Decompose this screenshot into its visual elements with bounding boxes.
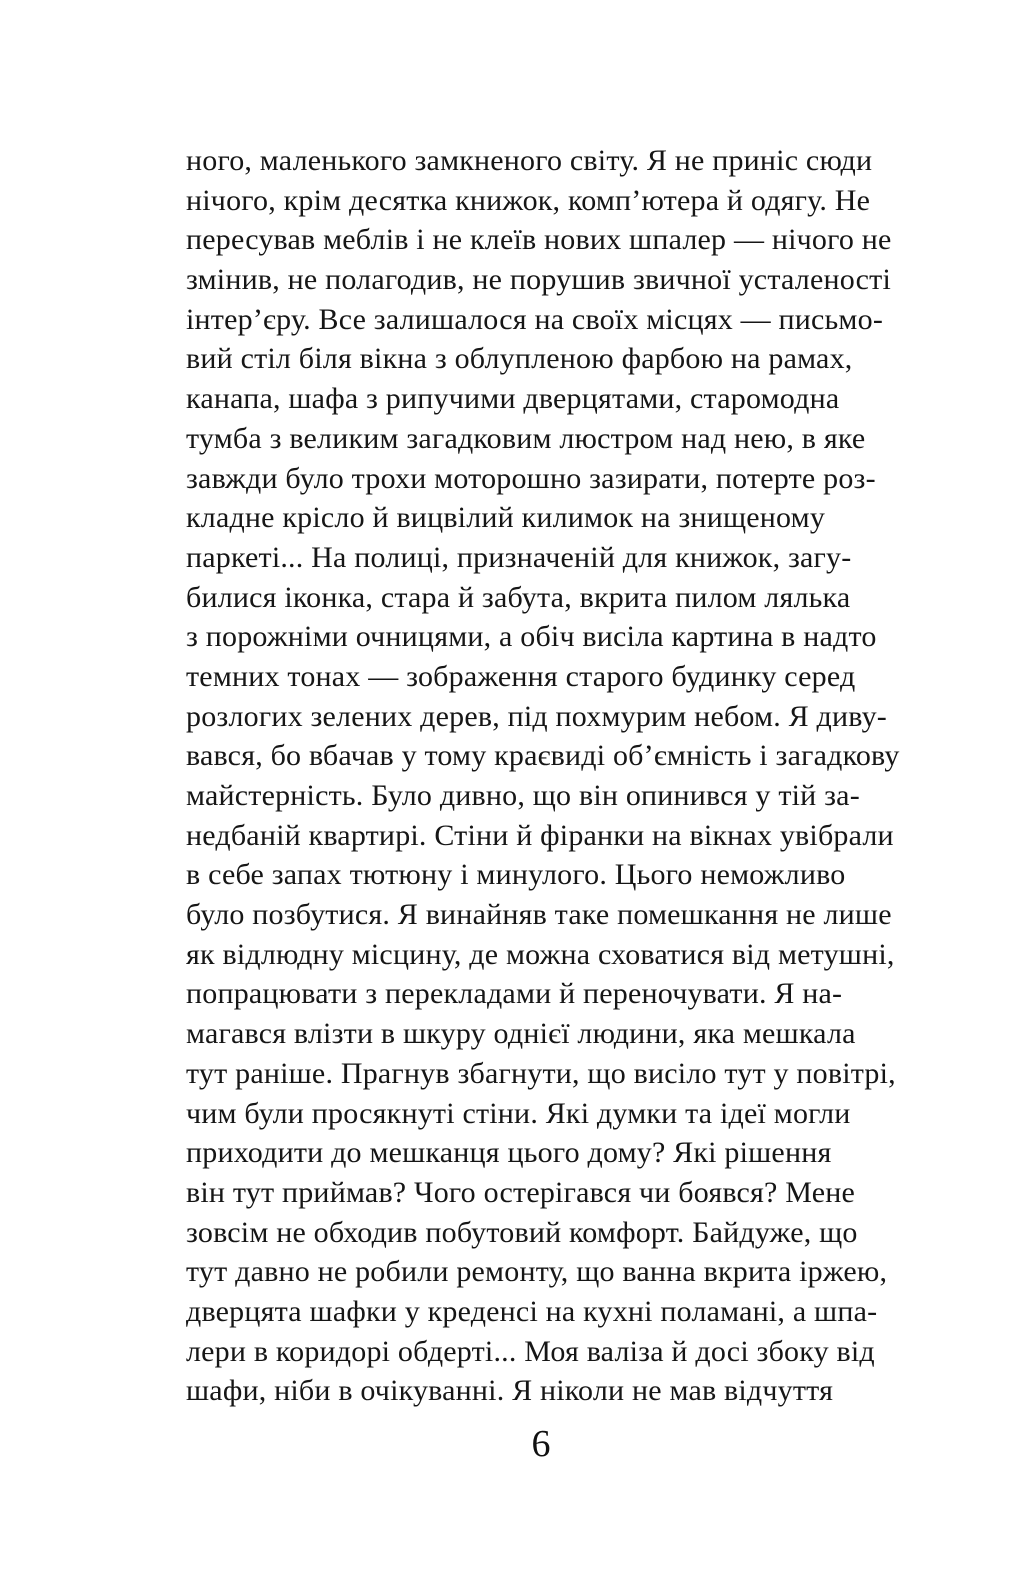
text-line: билися іконка, стара й забута, вкрита пилом лялька bbox=[186, 580, 851, 614]
text-line: паркеті... На полиці, призначеній для книжок, загу- bbox=[186, 540, 852, 574]
text-line: лери в коридорі обдерті... Моя валіза й досі збоку від bbox=[186, 1334, 875, 1368]
text-line: дверцята шафки у креденсі на кухні поламані, а шпа- bbox=[186, 1294, 878, 1328]
text-line: пересував меблів і не клеїв нових шпалер — нічого не bbox=[186, 223, 892, 257]
text-line: недбаній квартирі. Стіни й фіранки на вікнах увібрали bbox=[186, 818, 894, 852]
text-line: змінив, не полагодив, не порушив звичної усталеності bbox=[186, 263, 892, 297]
text-line: завжди було трохи моторошно зазирати, потерте роз- bbox=[186, 461, 876, 495]
text-line: інтер’єру. Все залишалося на своїх місцях — письмо- bbox=[186, 302, 884, 336]
text-line: приходити до мешканця цього дому? Які рішення bbox=[186, 1136, 832, 1170]
body-text bbox=[186, 141, 900, 1411]
text-line: майстерність. Було дивно, що він опинився у тій за- bbox=[186, 779, 860, 812]
text-line: розлогих зелених дерев, під похмурим небом. Я диву- bbox=[186, 699, 887, 733]
text-line: канапа, шафа з рипучими дверцятами, старомодна bbox=[186, 382, 840, 416]
text-line: зовсім не обходив побутовий комфорт. Байдуже, що bbox=[186, 1215, 858, 1249]
text-line: нічого, крім десятка книжок, комп’ютера й одягу. Не bbox=[186, 183, 871, 217]
text-line: з порожніми очницями, а обіч висіла картина в надто bbox=[186, 620, 877, 654]
page-number: 6 bbox=[531, 1423, 551, 1465]
text-line: темних тонах — зображення старого будинку серед bbox=[186, 659, 856, 693]
text-line: магався влізти в шкуру однієї людини, яка мешкала bbox=[186, 1017, 856, 1051]
text-line: вався, бо вбачав у тому краєвиді об’ємність і загадкову bbox=[186, 739, 900, 773]
text-line: тумба з великим загадковим люстром над нею, в яке bbox=[186, 421, 866, 455]
text-line: він тут приймав? Чого остерігався чи боявся? Мене bbox=[186, 1175, 856, 1209]
text-line: шафи, ніби в очікуванні. Я ніколи не мав відчуття bbox=[186, 1374, 834, 1408]
text-line: в себе запах тютюну і минулого. Цього неможливо bbox=[186, 858, 846, 892]
text-line: вий стіл біля вікна з облупленою фарбою на рамах, bbox=[186, 342, 853, 376]
text-line: було позбутися. Я винайняв таке помешкання не лише bbox=[186, 898, 892, 932]
text-line: тут давно не робили ремонту, що ванна вкрита іржею, bbox=[186, 1255, 888, 1289]
text-line: тут раніше. Прагнув збагнути, що висіло тут у повітрі, bbox=[186, 1056, 896, 1090]
text-line: попрацювати з перекладами й переночувати. Я на- bbox=[186, 977, 843, 1011]
text-line: ного, маленького замкненого світу. Я не приніс сюди bbox=[186, 144, 873, 177]
text-line: як відлюдну місцину, де можна сховатися від метушні, bbox=[186, 937, 895, 971]
text-line: кладне крісло й вицвілий килимок на знищеному bbox=[186, 501, 826, 535]
text-line: чим були просякнуті стіни. Які думки та ідеї могли bbox=[186, 1096, 851, 1130]
